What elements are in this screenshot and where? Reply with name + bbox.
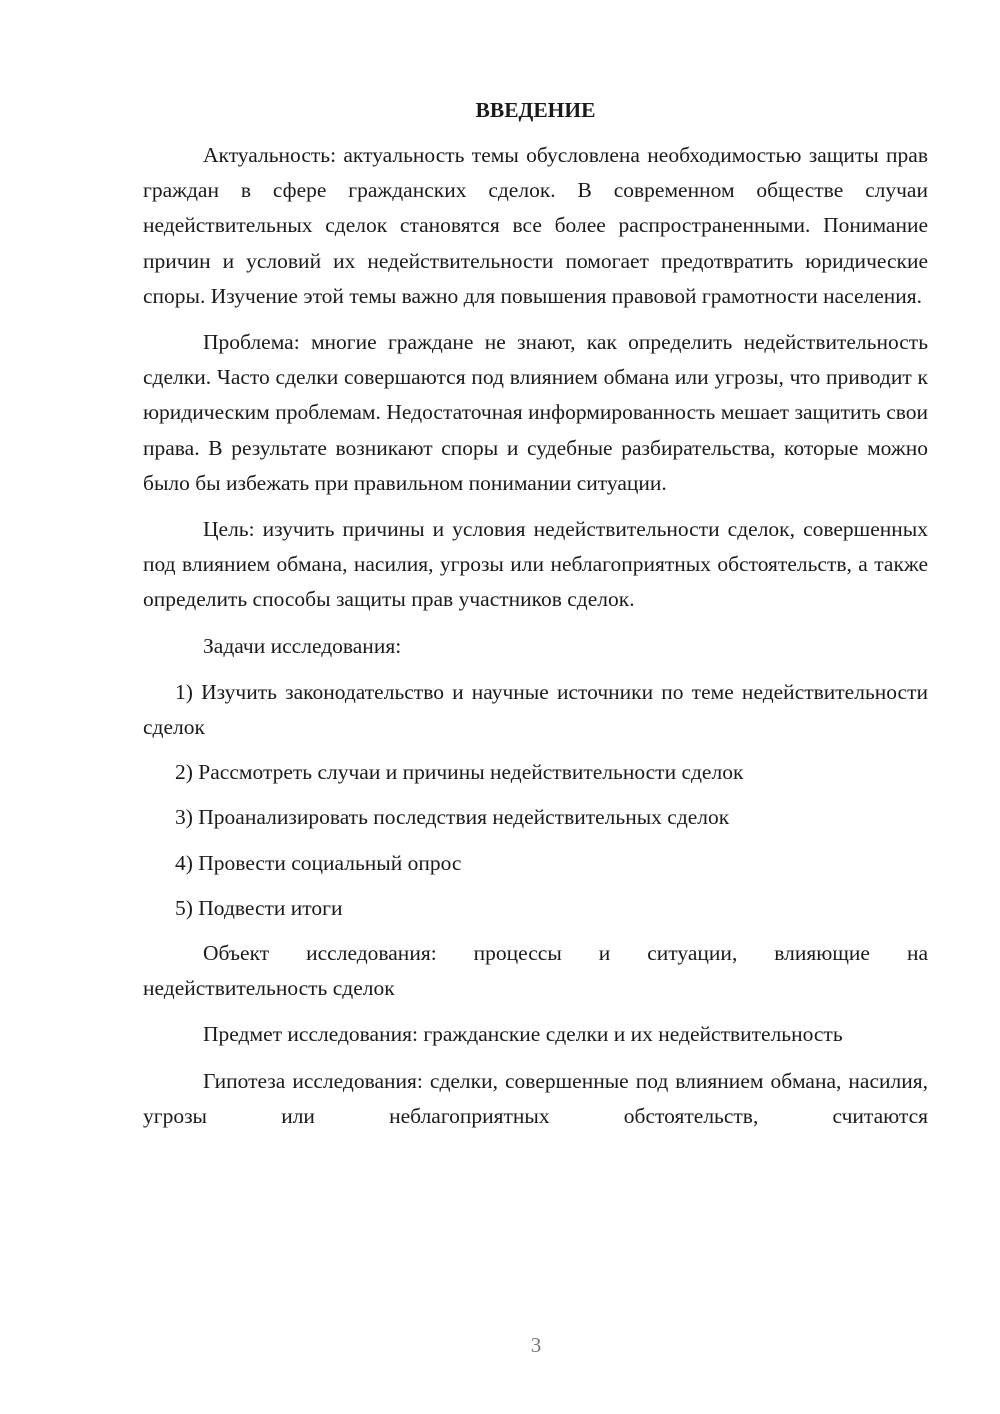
task-item-3: 3) Проанализировать последствия недействительных сделок <box>175 805 730 830</box>
task-item-5: 5) Подвести итоги <box>175 895 343 920</box>
document-page <box>143 96 928 1145</box>
task-item-1: 1) Изучить законодательство и научные источники по теме недействительности сделок <box>143 679 928 740</box>
relevance-paragraph: Актуальность: актуальность темы обусловлена необходимостью защиты прав граждан в сфере гражданских сделок. В современном обществе случаи недействительных сделок становятся все более распространенными. Понимание причин и условий их недействительности помогает предотвратить юридические споры. Изучение этой темы важно для повышения правовой грамотности населения. <box>143 143 928 308</box>
page-title: ВВЕДЕНИЕ <box>475 98 596 122</box>
subject-paragraph: Предмет исследования: гражданские сделки и их недействительность <box>203 1022 843 1047</box>
page-number: 3 <box>530 1333 542 1357</box>
object-paragraph: Объект исследования: процессы и ситуации, влияющие на недействительность сделок <box>143 941 928 1001</box>
hypothesis-paragraph: Гипотеза исследования: сделки, совершенные под влиянием обмана, насилия, угрозы или неблагоприятных обстоятельств, считаются <box>143 1068 928 1128</box>
task-item-2: 2) Рассмотреть случаи и причины недействительности сделок <box>175 760 744 785</box>
tasks-title: Задачи исследования: <box>203 633 402 658</box>
problem-paragraph: Проблема: многие граждане не знают, как определить недействительность сделки. Часто сделки совершаются под влиянием обмана или угрозы, что приводит к юридическим проблемам. Недостаточная информированность мешает защитить свои права. В результате возникают споры и судебные разбирательства, которые можно было бы избежать при правильном понимании ситуации. <box>143 330 928 495</box>
task-item-4: 4) Провести социальный опрос <box>175 850 462 875</box>
goal-paragraph: Цель: изучить причины и условия недействительности сделок, совершенных под влиянием обмана, насилия, угрозы или неблагоприятных обстоятельств, а также определить способы защиты прав участников сделок. <box>143 517 928 612</box>
